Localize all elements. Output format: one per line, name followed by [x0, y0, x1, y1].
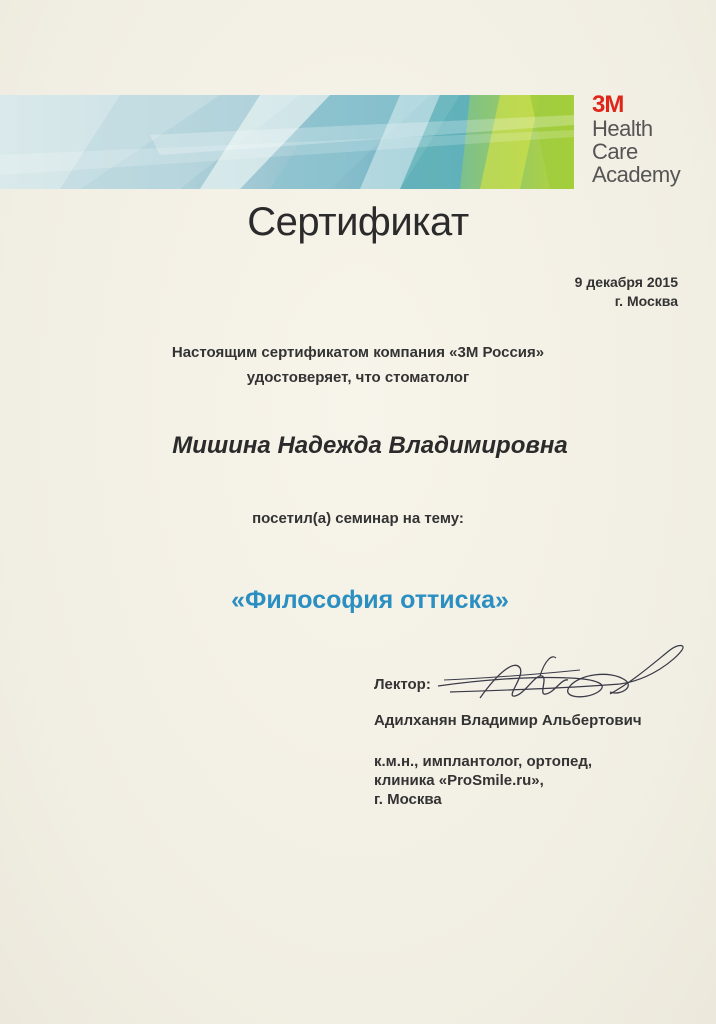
credentials-line-1: к.м.н., имплантолог, ортопед, [374, 753, 593, 770]
lecturer-name: Адилханян Владимир Альбертович [374, 712, 642, 729]
logo-line-health: Health [592, 116, 653, 141]
intro-line-2: удостоверяет, что стоматолог [246, 369, 470, 386]
credentials-line-2: клиника «ProSmile.ru», [374, 772, 544, 789]
intro-text [0, 340, 716, 390]
recipient-name: Мишина Надежда Владимировна [172, 432, 568, 459]
decorative-banner [0, 95, 574, 189]
date-block [575, 273, 678, 311]
certificate-title: Сертификат [247, 200, 469, 244]
lecturer-label: Лектор: [374, 676, 431, 693]
attended-text: посетил(а) семинар на тему: [252, 510, 464, 527]
seminar-topic: «Философия оттиска» [231, 586, 509, 614]
logo-line-academy: Academy [592, 162, 681, 187]
credentials-line-3: г. Москва [374, 791, 442, 808]
signature-icon [420, 640, 690, 710]
issue-city: г. Москва [614, 293, 678, 309]
logo-line-care: Care [592, 139, 638, 164]
issue-date: 9 декабря 2015 [574, 274, 678, 290]
intro-line-1: Настоящим сертификатом компания «3М Россия» [171, 344, 545, 361]
academy-logo [592, 93, 712, 186]
lecturer-credentials [374, 752, 592, 809]
logo-brand: 3M [592, 91, 624, 118]
